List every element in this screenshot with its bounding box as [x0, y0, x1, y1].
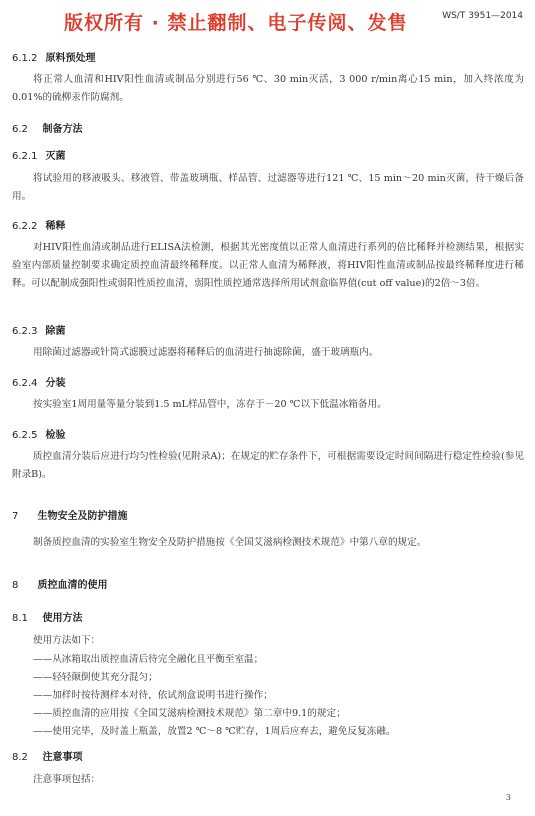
- section-title: 质控血清的使用: [37, 580, 108, 591]
- heading-8: [12, 576, 107, 591]
- usage-intro: 使用方法如下：: [33, 635, 101, 646]
- heading-8-1: [12, 609, 82, 624]
- paragraph-6-2-4: 按实验室1周用量等量分装到1.5 mL样品管中，冻存于－20 ℃以下低温冰箱备用。: [33, 399, 387, 410]
- heading-6-2-1: [12, 147, 65, 162]
- heading-6-1-2: [12, 49, 95, 64]
- paragraph-6-2-3: 用除菌过滤器或针筒式滤膜过滤器将稀释后的血清进行抽滤除菌，盛于玻璃瓶内。: [33, 347, 379, 358]
- section-title: 稀释: [45, 221, 66, 232]
- section-number: 7: [12, 511, 19, 522]
- section-title: 灭菌: [45, 151, 66, 162]
- list-item: ——从冰箱取出质控血清后待完全融化且平衡至室温；: [33, 654, 264, 665]
- list-item: ——质控血清的应用按《全国艾滋病检测技术规范》第二章中9.1的规定；: [33, 708, 346, 719]
- section-number: 8.2: [12, 752, 28, 763]
- heading-7: [12, 507, 127, 522]
- paragraph-6-2-5: 质控血清分装后应进行均匀性检验(见附录A)；在规定的贮存条件下，可根据需要设定时间间隔进行稳定性检验(参见附录B)。: [12, 451, 524, 480]
- section-title: 使用方法: [42, 613, 83, 624]
- section-title: 注意事项: [42, 752, 83, 763]
- section-number: 6.2.4: [12, 378, 38, 389]
- section-number: 8.1: [12, 613, 28, 624]
- section-title: 分装: [45, 378, 66, 389]
- list-item: ——轻轻颠倒使其充分混匀；: [33, 672, 158, 683]
- section-number: 6.1.2: [12, 53, 38, 64]
- list-item: ——使用完毕，及时盖上瓶盖，放置2 ℃～8 ℃贮存，1周后应弃去，避免反复冻融。: [33, 726, 396, 737]
- standard-number: WS/T 3951—2014: [442, 11, 523, 21]
- heading-8-2: [12, 748, 82, 763]
- section-number: 6.2: [12, 124, 28, 135]
- section-number: 6.2.2: [12, 221, 38, 232]
- heading-6-2: [12, 120, 82, 135]
- paragraph-7: 制备质控血清的实验室生物安全及防护措施按《全国艾滋病检测技术规范》中第八章的规定。: [33, 537, 427, 548]
- copyright-watermark: 版权所有 · 禁止翻制、电子传阅、发售: [64, 12, 408, 34]
- heading-6-2-2: [12, 217, 65, 232]
- section-number: 6.2.5: [12, 430, 38, 441]
- paragraph-6-2-1: 将试验用的移液吸头、移液管、带盖玻璃瓶、样品管、过滤器等进行121 ℃、15 min～20 min灭菌，待干燥后备用。: [12, 173, 524, 202]
- section-number: 6.2.3: [12, 326, 38, 337]
- page-number: 3: [505, 793, 511, 802]
- list-item: ——加样时按待测样本对待，依试剂盒说明书进行操作；: [33, 690, 273, 701]
- section-title: 原料预处理: [45, 53, 96, 64]
- notes-intro: 注意事项包括：: [33, 774, 101, 785]
- section-number: 8: [12, 580, 19, 591]
- heading-6-2-5: [12, 426, 65, 441]
- heading-6-2-4: [12, 374, 65, 389]
- paragraph-6-2-2: 对HIV阳性血清或制品进行ELISA法检测，根据其光密度值以正常人血清进行系列的倍比稀释并检测结果，根据实验室内部质量控制要求确定质控血清最终稀释度。以正常人血清为稀释液，将HIV阳性血清或制品按最终稀释度进行稀释。可以配制成强阳性或弱阳性质控血清，弱阳性质控通常选择所用试剂盒临界值(cut off value)的2倍～3倍。: [12, 242, 524, 289]
- section-title: 生物安全及防护措施: [37, 511, 128, 522]
- paragraph-6-1-2: 将正常人血清和HIV阳性血清或制品分别进行56 ℃、30 min灭活，3 000 r/min离心15 min，加入终浓度为0.01%的硫柳汞作防腐剂。: [12, 74, 524, 103]
- section-title: 除菌: [45, 326, 66, 337]
- heading-6-2-3: [12, 322, 65, 337]
- section-number: 6.2.1: [12, 151, 38, 162]
- section-title: 制备方法: [42, 124, 83, 135]
- section-title: 检验: [45, 430, 66, 441]
